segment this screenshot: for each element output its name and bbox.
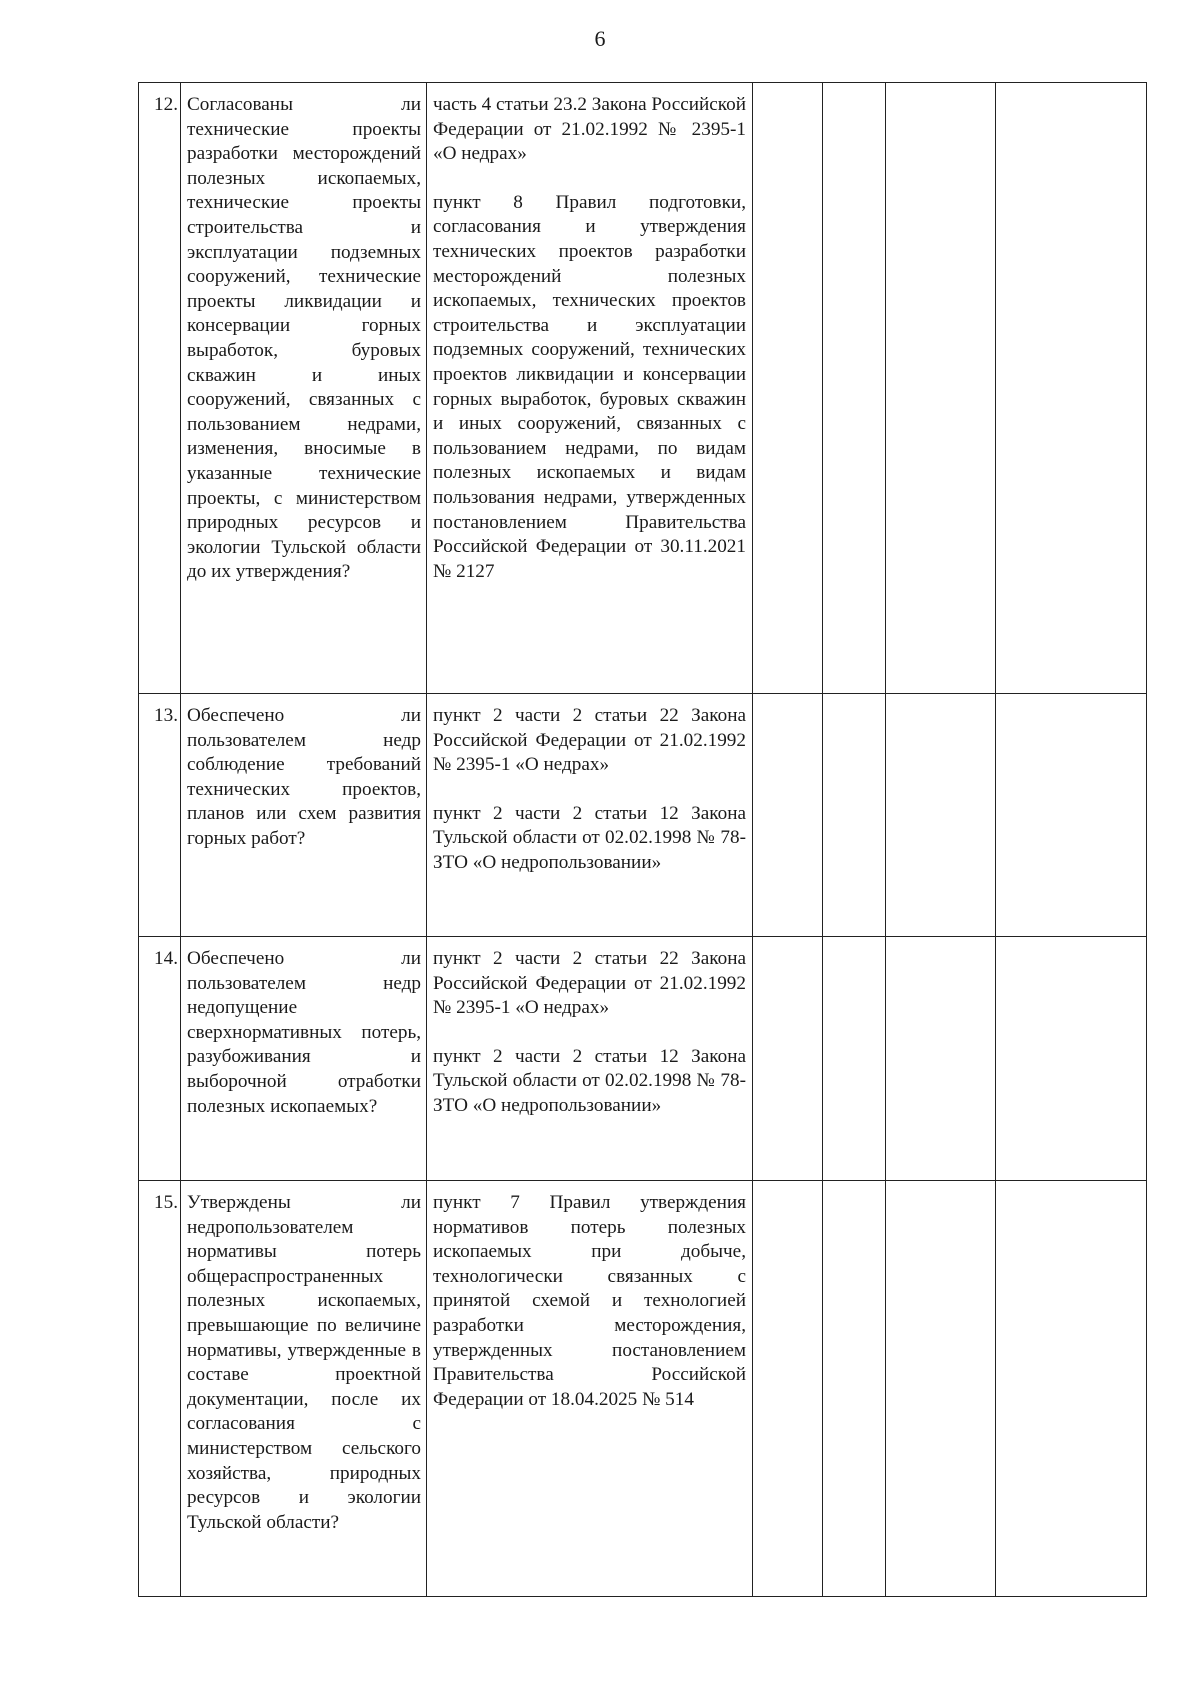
answer-cell-note[interactable] [996, 694, 1147, 937]
page-number: 6 [594, 26, 606, 51]
legal-basis-paragraph: пункт 7 Правил утверждения нормативов потерь полезных ископаемых при добыче, технологически связанных с принятой схемой и технологией разработки месторождения, утвержденных постановлением Правительства Российской Федерации от 18.04.2025 № 514 [433, 1192, 746, 1410]
question-cell [181, 1181, 427, 1597]
row-number: 12. [139, 83, 181, 694]
table-row [139, 1181, 1147, 1597]
answer-cell-yes[interactable] [753, 1181, 823, 1597]
answer-cell-note[interactable] [996, 937, 1147, 1181]
answer-cell-not-applicable[interactable] [886, 1181, 996, 1597]
legal-basis-paragraph: пункт 8 Правил подготовки, согласования и утверждения технических проектов разработки месторождений полезных ископаемых, технических проектов строительства и эксплуатации подземных сооружений, технических проектов ликвидации и консервации горных выработок, буровых скважин и иных сооружений, связанных с пользованием недрами, по видам полезных ископаемых и видам пользования недрами, утвержденных постановлением Правительства Российской Федерации от 30.11.2021 № 2127 [433, 191, 746, 582]
checklist-table [138, 82, 1147, 1597]
legal-basis-paragraph: пункт 2 части 2 статьи 22 Закона Российской Федерации от 21.02.1992 № 2395-1 «О недрах» [433, 705, 746, 776]
answer-cell-no[interactable] [823, 1181, 886, 1597]
table-row [139, 694, 1147, 937]
legal-basis-paragraph: пункт 2 части 2 статьи 12 Закона Тульской области от 02.02.1998 № 78-ЗТО «О недропользовании» [433, 1045, 746, 1116]
answer-cell-not-applicable[interactable] [886, 83, 996, 694]
answer-cell-yes[interactable] [753, 937, 823, 1181]
answer-cell-note[interactable] [996, 1181, 1147, 1597]
answer-cell-note[interactable] [996, 83, 1147, 694]
answer-cell-no[interactable] [823, 694, 886, 937]
answer-cell-yes[interactable] [753, 83, 823, 694]
answer-cell-no[interactable] [823, 937, 886, 1181]
legal-basis-paragraph: часть 4 статьи 23.2 Закона Российской Федерации от 21.02.1992 № 2395-1 «О недрах» [433, 94, 746, 165]
question-text: Обеспечено ли пользователем недр соблюдение требований технических проектов, планов или схем развития горных работ? [187, 705, 421, 849]
row-number: 13. [139, 694, 181, 937]
question-cell [181, 694, 427, 937]
table-row [139, 937, 1147, 1181]
answer-cell-yes[interactable] [753, 694, 823, 937]
question-cell [181, 83, 427, 694]
row-number: 14. [139, 937, 181, 1181]
question-text: Обеспечено ли пользователем недр недопущение сверхнормативных потерь, разубоживания и выборочной отработки полезных ископаемых? [187, 948, 421, 1117]
answer-cell-not-applicable[interactable] [886, 937, 996, 1181]
legal-basis-paragraph: пункт 2 части 2 статьи 12 Закона Тульской области от 02.02.1998 № 78-ЗТО «О недропользовании» [433, 802, 746, 873]
question-text: Согласованы ли технические проекты разработки месторождений полезных ископаемых, технические проекты строительства и эксплуатации подземных сооружений, технические проекты ликвидации и консервации горных выработок, буровых скважин и иных сооружений, связанных с пользованием недрами, изменения, вносимые в указанные технические проекты, с министерством природных ресурсов и экологии Тульской области до их утверждения? [187, 94, 421, 583]
question-text: Утверждены ли недропользователем нормативы потерь общераспространенных полезных ископаемых, превышающие по величине нормативы, утвержденные в составе проектной документации, после их согласования с министерством сельского хозяйства, природных ресурсов и экологии Тульской области? [187, 1192, 421, 1533]
table-row [139, 83, 1147, 694]
row-number: 15. [139, 1181, 181, 1597]
legal-basis-paragraph: пункт 2 части 2 статьи 22 Закона Российской Федерации от 21.02.1992 № 2395-1 «О недрах» [433, 948, 746, 1019]
legal-basis-cell [427, 937, 753, 1181]
legal-basis-cell [427, 1181, 753, 1597]
question-cell [181, 937, 427, 1181]
answer-cell-no[interactable] [823, 83, 886, 694]
legal-basis-cell [427, 83, 753, 694]
legal-basis-cell [427, 694, 753, 937]
answer-cell-not-applicable[interactable] [886, 694, 996, 937]
